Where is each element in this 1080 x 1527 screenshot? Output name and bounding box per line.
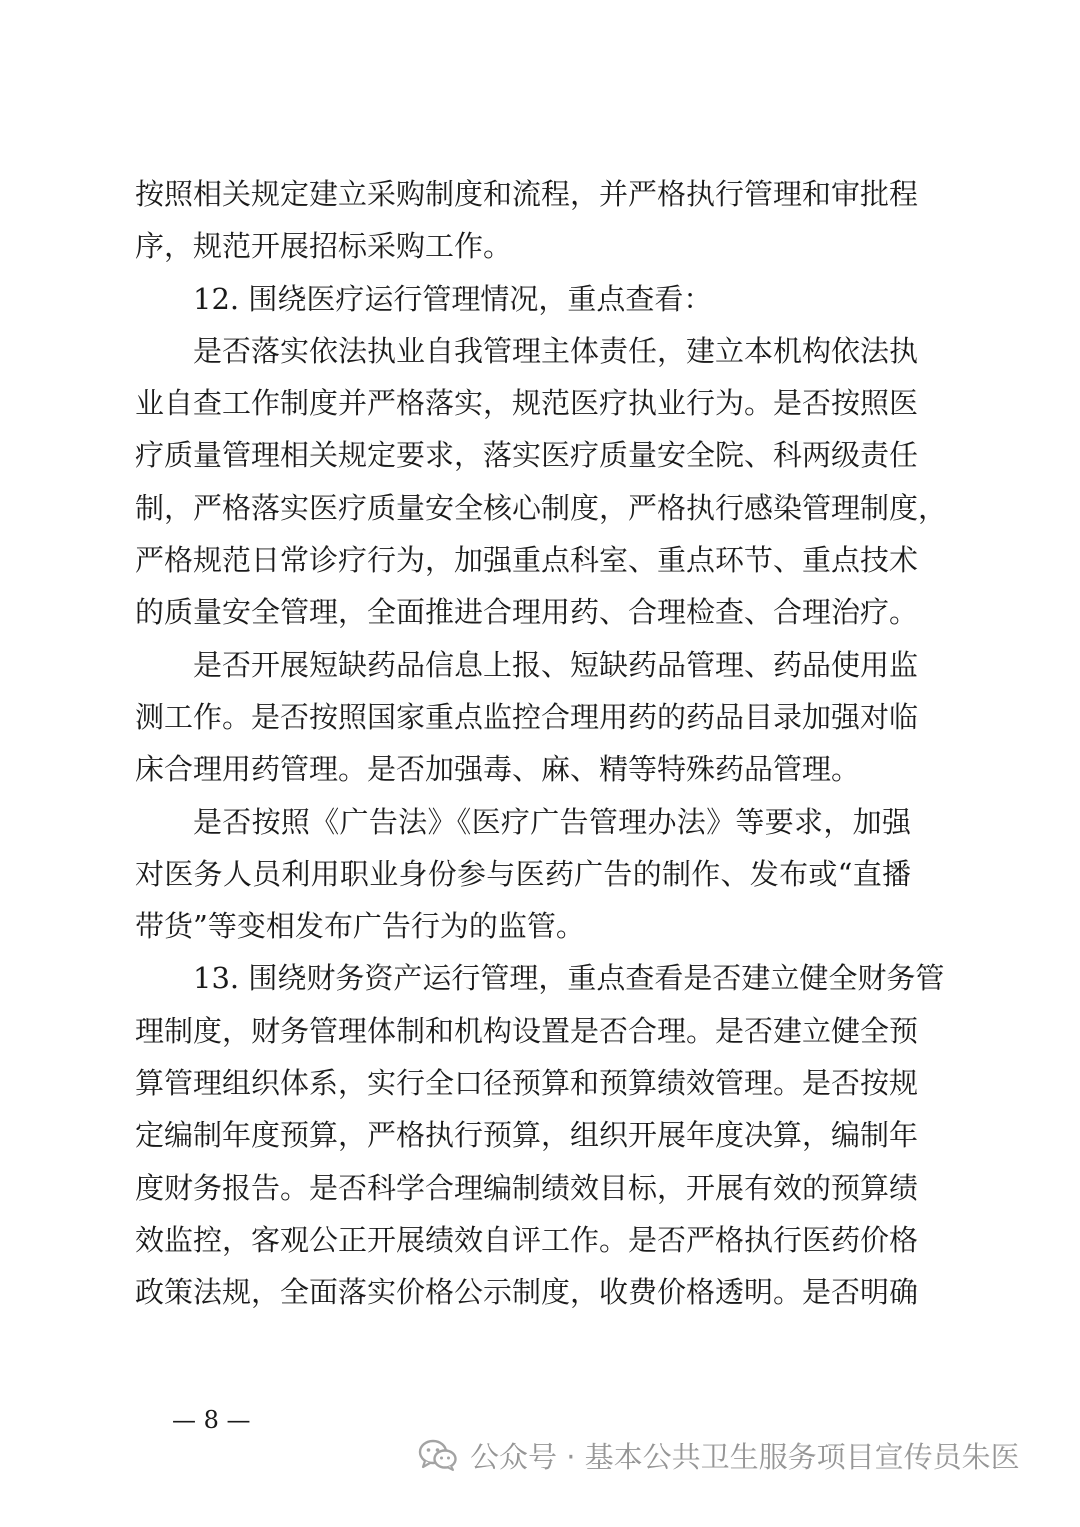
text-line: 制，严格落实医疗质量安全核心制度，严格执行感染管理制度， <box>135 490 948 525</box>
text-line: 效监控，客观公正开展绩效自评工作。是否严格执行医药价格 <box>135 1222 919 1257</box>
text-line: 度财务报告。是否科学合理编制绩效目标，开展有效的预算绩 <box>135 1170 919 1205</box>
page-number: — 8 — <box>172 1406 251 1434</box>
text-line: 政策法规，全面落实价格公示制度，收费价格透明。是否明确 <box>135 1275 919 1310</box>
text-line: 是否按照《广告法》《医疗广告管理办法》等要求，加强 <box>193 804 911 839</box>
text-line: 理制度，财务管理体制和机构设置是否合理。是否建立健全预 <box>135 1013 919 1048</box>
text-line: 带货”等变相发布广告行为的监管。 <box>135 909 585 944</box>
text-line: 是否开展短缺药品信息上报、短缺药品管理、药品使用监 <box>193 647 919 682</box>
document-body <box>135 168 948 1319</box>
wechat-icon <box>418 1438 458 1472</box>
text-line: 序，规范开展招标采购工作。 <box>135 229 513 264</box>
text-line: 床合理用药管理。是否加强毒、麻、精等特殊药品管理。 <box>135 752 861 787</box>
text-line: 严格规范日常诊疗行为，加强重点科室、重点环节、重点技术 <box>135 543 919 578</box>
text-line: 是否落实依法执业自我管理主体责任，建立本机构依法执 <box>193 333 919 368</box>
watermark-text: 公众号 · 基本公共卫生服务项目宣传员朱医 <box>470 1439 1020 1474</box>
text-line: 按照相关规定建立采购制度和流程，并严格执行管理和审批程 <box>135 177 919 211</box>
section-heading-13: 13. 围绕财务资产运行管理，重点查看是否建立健全财务管 <box>193 961 945 996</box>
text-line: 疗质量管理相关规定要求，落实医疗质量安全院、科两级责任 <box>135 438 919 473</box>
text-line: 定编制年度预算，严格执行预算，组织开展年度决算，编制年 <box>135 1118 919 1153</box>
text-line: 算管理组织体系，实行全口径预算和预算绩效管理。是否按规 <box>135 1066 919 1101</box>
text-line: 对医务人员利用职业身份参与医药广告的制作、发布或“直播 <box>135 856 911 891</box>
text-line: 的质量安全管理，全面推进合理用药、合理检查、合理治疗。 <box>135 595 919 630</box>
text-line: 测工作。是否按照国家重点监控合理用药的药品目录加强对临 <box>135 699 919 734</box>
text-line: 业自查工作制度并严格落实，规范医疗执业行为。是否按照医 <box>135 386 919 421</box>
watermark <box>418 1430 1020 1480</box>
section-heading-12: 12. 围绕医疗运行管理情况，重点查看： <box>193 281 713 316</box>
